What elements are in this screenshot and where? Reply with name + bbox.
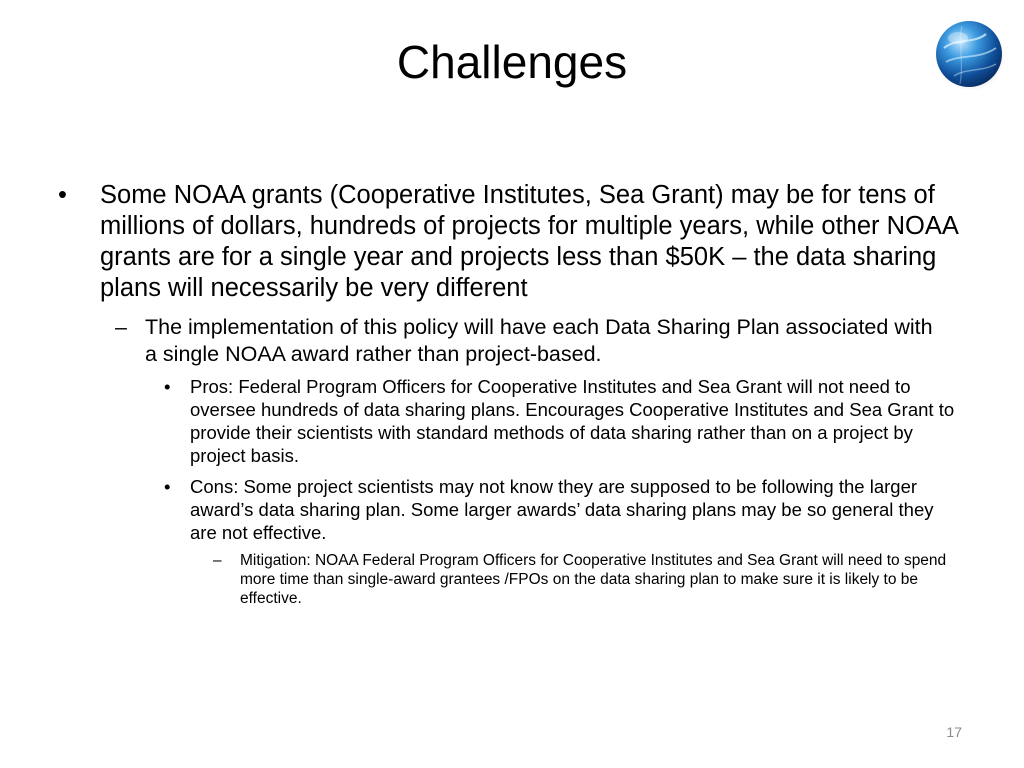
- bullet-marker: •: [164, 476, 171, 497]
- bullet-level-4-mitigation: [213, 551, 980, 608]
- bullet-text: Some NOAA grants (Cooperative Institutes, Sea Grant) may be for tens of millions of dollars, hundreds of projects for multiple years, while other NOAA grants are for a single year and projects less than $50K – the data sharing plans will necessarily be very different: [100, 181, 958, 302]
- bullet-marker: •: [164, 376, 171, 397]
- bullet-text: Pros: Federal Program Officers for Cooperative Institutes and Sea Grant will not need to oversee hundreds of data sharing plans. Encourages Cooperative Institutes and Sea Grant to provide their scientists with standard methods of data sharing rather than on a project by project basis.: [190, 376, 955, 466]
- dash-marker: –: [115, 315, 127, 339]
- dash-marker: –: [213, 552, 222, 569]
- noaa-globe-logo: [934, 18, 1006, 90]
- slide-content: [0, 180, 1024, 608]
- bullet-marker: •: [58, 181, 67, 209]
- bullet-level-3-pros: [164, 375, 960, 467]
- slide-title: Challenges: [396, 36, 628, 88]
- globe-icon: [934, 18, 1006, 90]
- page-number: 17: [946, 724, 962, 740]
- bullet-text: The implementation of this policy will have each Data Sharing Plan associated with a single NOAA award rather than project-based.: [145, 315, 933, 366]
- bullet-level-1: [58, 180, 970, 304]
- bullet-text: Mitigation: NOAA Federal Program Officers for Cooperative Institutes and Sea Grant will need to spend more time than single-award grantees /FPOs on the data sharing plan to make sure it is likely to be effective.: [240, 552, 947, 607]
- bullet-level-2: [115, 314, 945, 368]
- bullet-text: Cons: Some project scientists may not know they are supposed to be following the larger award’s data sharing plan. Some larger awards’ data sharing plans may be so general they are not effective.: [190, 476, 934, 543]
- bullet-level-3-cons: [164, 475, 960, 544]
